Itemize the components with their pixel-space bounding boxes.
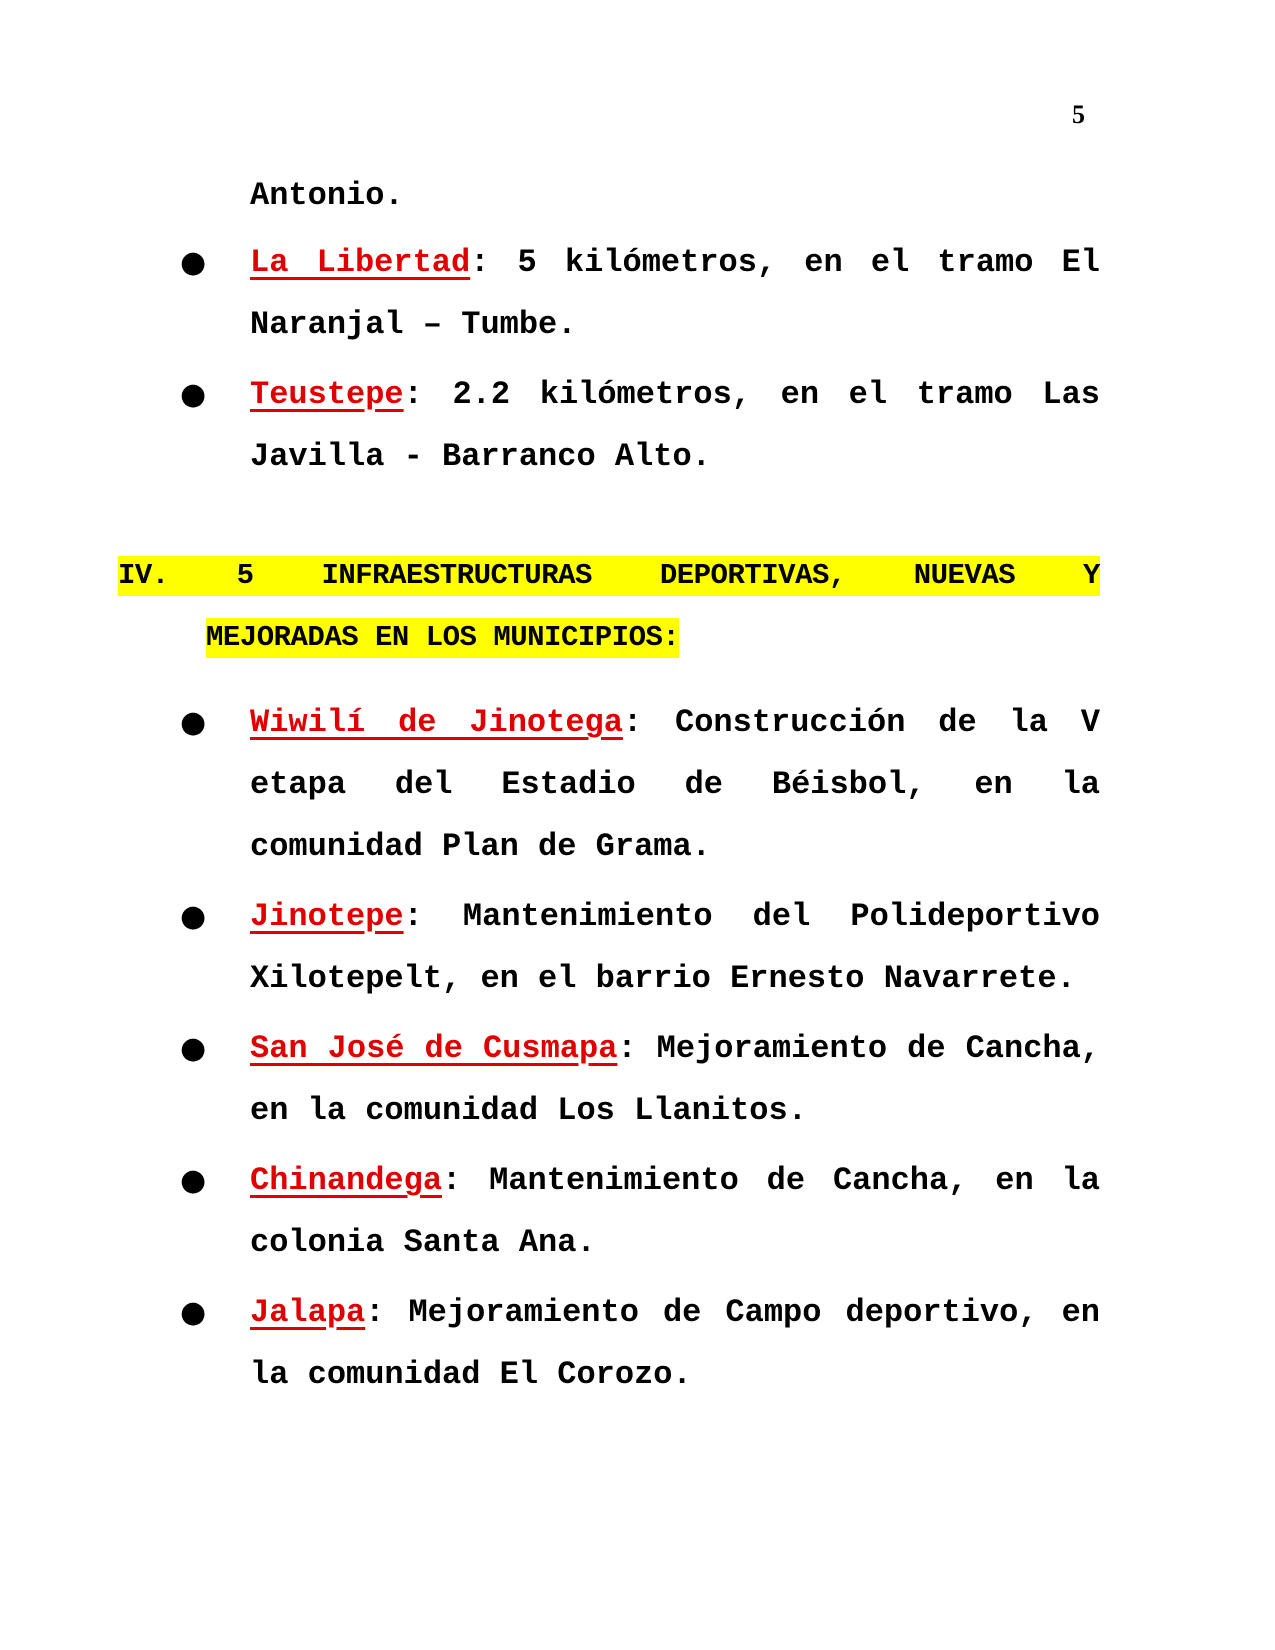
heading-word: INFRAESTRUCTURAS	[321, 559, 592, 592]
section-heading-line1	[118, 556, 1100, 596]
heading-word: 5	[236, 559, 254, 592]
item-text: : 5 kilómetros, en el tramo El Naranjal – Tumbe.	[250, 244, 1100, 343]
bullet-icon: ●	[180, 705, 207, 740]
place-name: Jalapa	[250, 1294, 366, 1331]
list-item	[180, 364, 1100, 488]
section-heading-line2: MEJORADAS EN LOS MUNICIPIOS:	[206, 618, 679, 658]
heading-word: Y	[1083, 559, 1100, 592]
continuation-text: Antonio.	[250, 177, 404, 214]
heading-word: NUEVAS	[913, 559, 1016, 592]
item-text: : Mantenimiento de Cancha, en la colonia Santa Ana.	[250, 1162, 1100, 1261]
list-item	[180, 886, 1100, 1010]
place-name: Wiwilí de Jinotega	[250, 704, 623, 741]
bullet-icon: ●	[180, 1031, 207, 1066]
place-name: San José de Cusmapa	[250, 1030, 618, 1067]
item-text: : Construcción de la V etapa del Estadio de Béisbol, en la comunidad Plan de Grama.	[250, 704, 1101, 865]
list-item	[180, 1150, 1100, 1274]
place-name: La Libertad	[250, 244, 471, 281]
bullet-icon: ●	[180, 245, 207, 280]
page-number: 5	[1072, 100, 1085, 129]
item-text: : Mejoramiento de Cancha, en la comunidad Los Llanitos.	[250, 1030, 1100, 1129]
place-name: Chinandega	[250, 1162, 443, 1199]
heading-word: DEPORTIVAS,	[659, 559, 846, 592]
item-text: : Mantenimiento del Polideportivo Xilotepelt, en el barrio Ernesto Navarrete.	[250, 898, 1100, 997]
heading-word: IV.	[118, 559, 169, 592]
item-text: : 2.2 kilómetros, en el tramo Las Javilla - Barranco Alto.	[250, 376, 1100, 475]
item-text: : Mejoramiento de Campo deportivo, en la comunidad El Corozo.	[250, 1294, 1100, 1393]
list-item	[180, 1018, 1100, 1142]
roads-list	[180, 232, 1100, 496]
bullet-icon: ●	[180, 1163, 207, 1198]
sports-list	[180, 692, 1101, 1414]
bullet-icon: ●	[180, 899, 207, 934]
place-name: Jinotepe	[250, 898, 404, 935]
place-name: Teustepe	[250, 376, 404, 413]
list-item	[180, 1282, 1100, 1406]
list-item	[180, 232, 1100, 356]
bullet-icon: ●	[180, 377, 207, 412]
bullet-icon: ●	[180, 1295, 207, 1330]
section-heading	[118, 545, 1100, 669]
list-item	[180, 692, 1101, 878]
